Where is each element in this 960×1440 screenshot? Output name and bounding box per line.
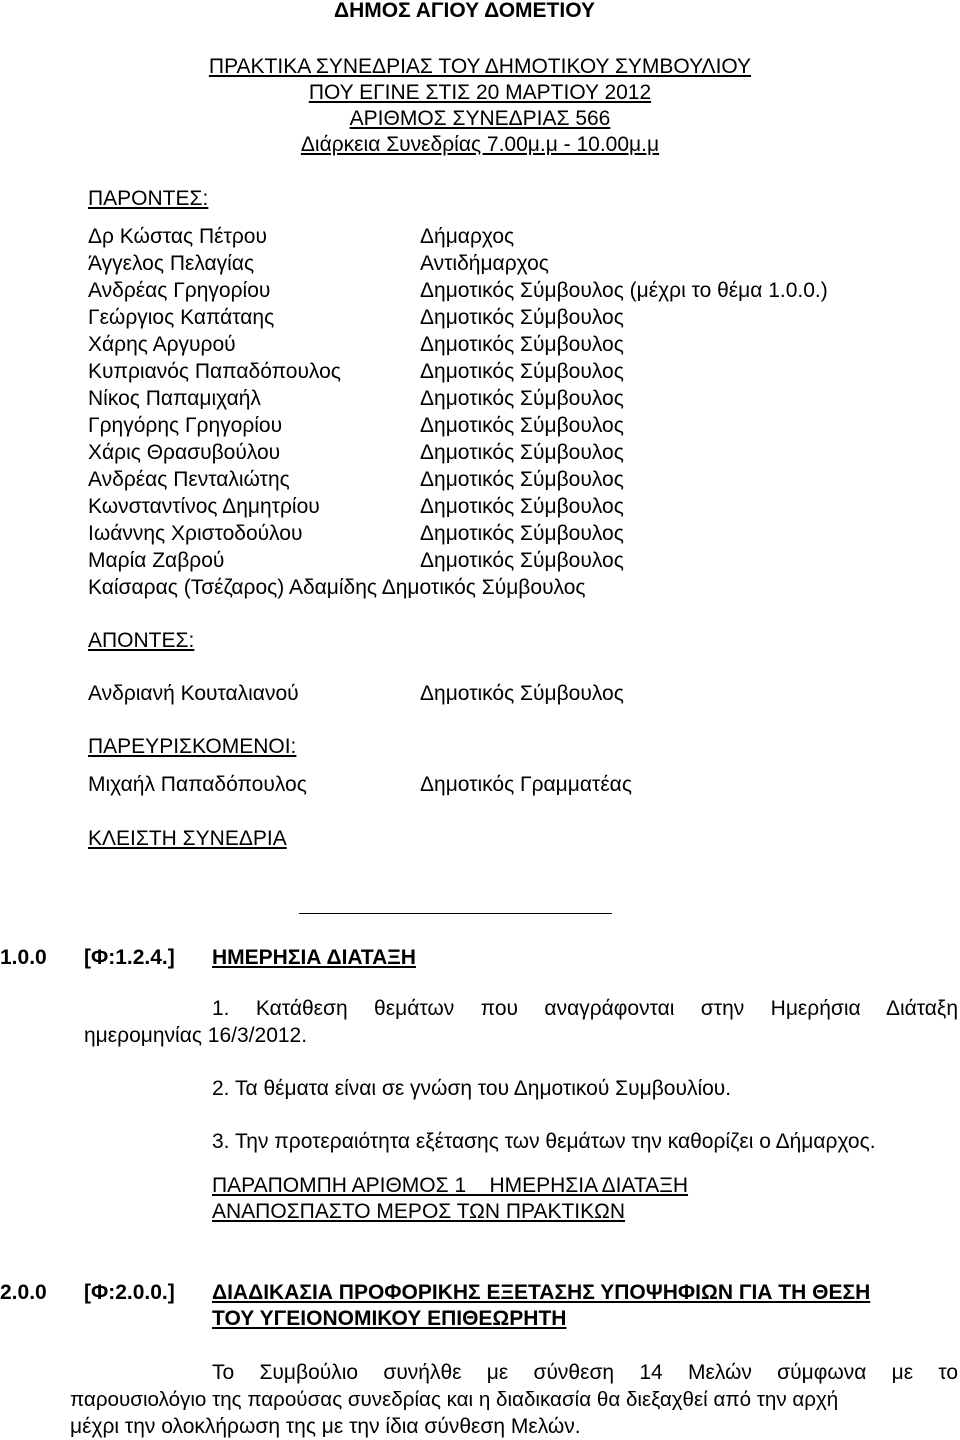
closed-session-heading: ΚΛΕΙΣΤΗ ΣΥΝΕΔΡΙΑ [88, 827, 287, 850]
member-name: Άγγελος Πελαγίας [88, 252, 255, 275]
item1-ref: [Φ:1.2.4.] [84, 946, 175, 969]
item1-point1: 1. Κατάθεση θεμάτων που αναγράφονται στην Ημερήσια Διάταξη [212, 997, 958, 1020]
absent-role: Δημοτικός Σύμβουλος [420, 682, 624, 705]
absent-heading: ΑΠΟΝΤΕΣ: [88, 629, 195, 652]
item2-ref: [Φ:2.0.0.] [84, 1281, 175, 1304]
member-role: Δημοτικός Σύμβουλος [420, 441, 624, 464]
member-role: Δημοτικός Σύμβουλος [420, 306, 624, 329]
item1-number: 1.0.0 [0, 946, 47, 969]
member-role: Δήμαρχος [420, 225, 515, 248]
session-duration: Διάρκεια Συνεδρίας 7.00μ.μ - 10.00μ.μ [300, 133, 660, 156]
item2-number: 2.0.0 [0, 1281, 47, 1304]
minutes-date: ΠΟΥ ΕΓΙΝΕ ΣΤΙΣ 20 ΜΑΡΤΙΟΥ 2012 [308, 81, 652, 104]
present-heading: ΠΑΡΟΝΤΕΣ: [88, 187, 209, 210]
separator-line [299, 913, 612, 914]
member-name: Χάρις Θρασυβούλου [88, 441, 281, 464]
municipality-heading: ΔΗΜΟΣ ΑΓΙΟΥ ΔΟΜΕΤΙΟΥ [334, 0, 595, 22]
member-name: Ιωάννης Χριστοδούλου [88, 522, 303, 545]
member-role: Δημοτικός Σύμβουλος [420, 522, 624, 545]
member-role: Αντιδήμαρχος [420, 252, 549, 275]
member-name: Κυπριανός Παπαδόπουλος [88, 360, 341, 383]
member-role: Δημοτικός Σύμβουλος [420, 495, 624, 518]
member-role: Δημοτικός Σύμβουλος [420, 333, 624, 356]
member-name: Χάρης Αργυρού [88, 333, 236, 356]
item1-point2: 2. Τα θέματα είναι σε γνώση του Δημοτικού Συμβουλίου. [212, 1077, 732, 1100]
member-role: Δημοτικός Σύμβουλος (μέχρι το θέμα 1.0.0.) [420, 279, 828, 302]
member-role: Δημοτικός Σύμβουλος [420, 360, 624, 383]
member-name: Γεώργιος Καπάταης [88, 306, 275, 329]
attendee-role: Δημοτικός Γραμματέας [420, 773, 632, 796]
item2-title-continued: ΤΟΥ ΥΓΕΙΟΝΟΜΙΚΟΥ ΕΠΙΘΕΩΡΗΤΗ [212, 1307, 567, 1330]
member-name: Δρ Κώστας Πέτρου [88, 225, 267, 248]
item2-paragraph-line: Το Συμβούλιο συνήλθε με σύνθεση 14 Μελών σύμφωνα με το [212, 1361, 958, 1384]
item2-paragraph-line: παρουσιολόγιο της παρούσας συνεδρίας και η διαδικασία θα διεξαχθεί από την αρχή [70, 1388, 839, 1411]
member-name: Κωνσταντίνος Δημητρίου [88, 495, 320, 518]
item2-paragraph-line: μέχρι την ολοκλήρωση της με την ίδια σύνθεση Μελών. [70, 1415, 581, 1438]
member-name: Ανδρέας Γρηγορίου [88, 279, 271, 302]
session-number: ΑΡΙΘΜΟΣ ΣΥΝΕΔΡΙΑΣ 566 [349, 107, 611, 130]
member-role: Δημοτικός Σύμβουλος [420, 468, 624, 491]
member-name: Μαρία Ζαβρού [88, 549, 225, 572]
member-role: Δημοτικός Σύμβουλος [420, 549, 624, 572]
item1-reference: ΠΑΡΑΠΟΜΠΗ ΑΡΙΘΜΟΣ 1 ΗΜΕΡΗΣΙΑ ΔΙΑΤΑΞΗ [212, 1174, 689, 1197]
minutes-title: ΠΡΑΚΤΙΚΑ ΣΥΝΕΔΡΙΑΣ ΤΟΥ ΔΗΜΟΤΙΚΟΥ ΣΥΜΒΟΥΛΙΟΥ [208, 55, 752, 78]
item2-title: ΔΙΑΔΙΚΑΣΙΑ ΠΡΟΦΟΡΙΚΗΣ ΕΞΕΤΑΣΗΣ ΥΠΟΨΗΦΙΩΝ ΓΙΑ ΤΗ ΘΕΣΗ [212, 1281, 871, 1304]
member-name: Γρηγόρης Γρηγορίου [88, 414, 283, 437]
attendee-name: Μιχαήλ Παπαδόπουλος [88, 773, 307, 796]
absent-name: Ανδριανή Κουταλιανού [88, 682, 299, 705]
member-name: Ανδρέας Πενταλιώτης [88, 468, 290, 491]
item1-reference-extract: ΑΝΑΠΟΣΠΑΣΤΟ ΜΕΡΟΣ ΤΩΝ ΠΡΑΚΤΙΚΩΝ [212, 1200, 626, 1223]
item1-point1-continued: ημερομηνίας 16/3/2012. [84, 1024, 308, 1047]
member-role: Δημοτικός Σύμβουλος [420, 387, 624, 410]
member-line: Καίσαρας (Τσέζαρος) Αδαμίδης Δημοτικός Σύμβουλος [88, 576, 586, 599]
item1-point3: 3. Την προτεραιότητα εξέτασης των θεμάτων την καθορίζει ο Δήμαρχος. [212, 1130, 876, 1153]
member-role: Δημοτικός Σύμβουλος [420, 414, 624, 437]
attendees-heading: ΠΑΡΕΥΡΙΣΚΟΜΕΝΟΙ: [88, 735, 297, 758]
item1-title: ΗΜΕΡΗΣΙΑ ΔΙΑΤΑΞΗ [212, 946, 416, 969]
member-name: Νίκος Παπαμιχαήλ [88, 387, 261, 410]
